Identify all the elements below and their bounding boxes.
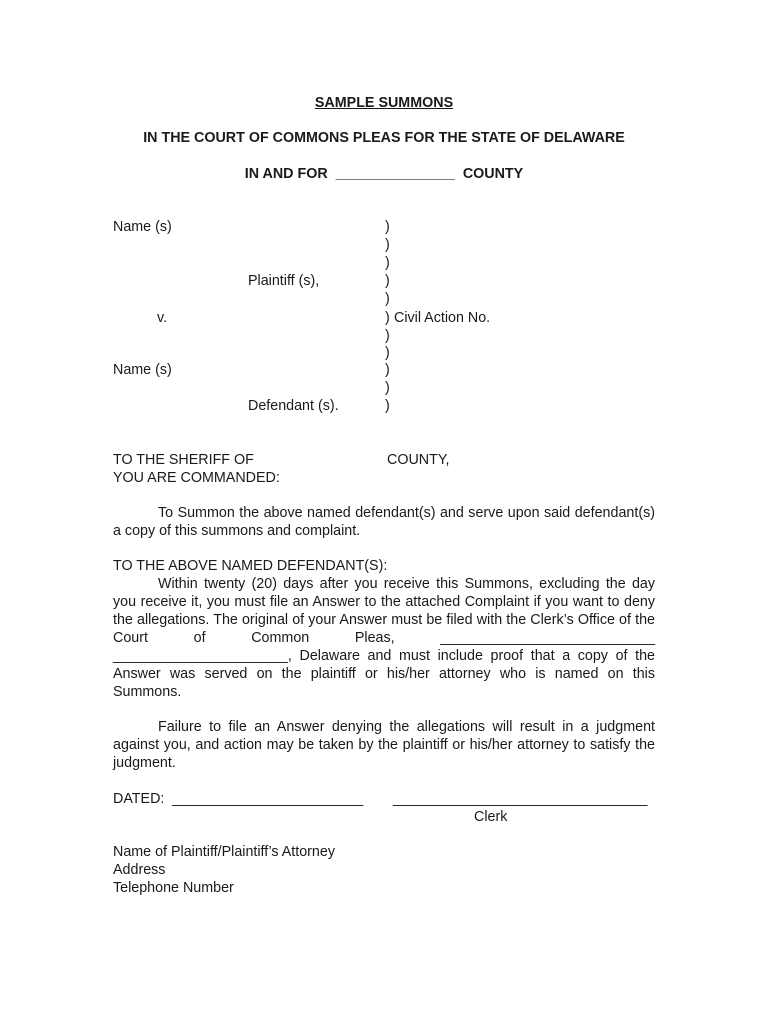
versus-label: v. bbox=[157, 310, 168, 326]
clerk-signature-line: ________________________________ bbox=[393, 791, 648, 807]
caption-paren: ) bbox=[385, 273, 390, 289]
caption-paren: ) bbox=[385, 237, 390, 253]
caption-paren: ) bbox=[385, 345, 390, 361]
answer-paragraph-continued: ______________________, Delaware and must include proof that a copy of the Answer was served on the plaintiff or his/her attorney who is named on this Summons. bbox=[113, 648, 655, 700]
court-heading: IN THE COURT OF COMMONS PLEAS FOR THE STATE OF DELAWARE bbox=[143, 130, 625, 146]
plaintiff-name-label: Name (s) bbox=[113, 219, 172, 235]
clerk-label: Clerk bbox=[474, 809, 508, 825]
commanded-label: YOU ARE COMMANDED: bbox=[113, 470, 280, 486]
caption-paren: ) bbox=[385, 380, 390, 396]
address-label: Address bbox=[113, 862, 166, 878]
caption-paren: ) bbox=[385, 328, 390, 344]
to-sheriff-label: TO THE SHERIFF OF bbox=[113, 452, 254, 468]
caption-paren: ) bbox=[385, 362, 390, 378]
telephone-label: Telephone Number bbox=[113, 880, 234, 896]
defendant-heading: TO THE ABOVE NAMED DEFENDANT(S): bbox=[113, 558, 388, 574]
caption-paren: ) bbox=[385, 255, 390, 271]
caption-paren: ) bbox=[385, 291, 390, 307]
caption-paren: ) bbox=[385, 219, 390, 235]
county-line: IN AND FOR _______________ COUNTY bbox=[244, 166, 524, 182]
answer-paragraph: Within twenty (20) days after you receive this Summons, excluding the day you receive it, you must file an Answer to the attached Complaint if you want to deny the allegations. The original of your Answer must be filed with the Clerk’s Office of the Court of Common Pleas, ___________________________ bbox=[113, 576, 655, 646]
caption-paren: ) bbox=[385, 398, 390, 414]
plaintiff-attorney-name: Name of Plaintiff/Plaintiff’s Attorney bbox=[113, 844, 335, 860]
plaintiff-label: Plaintiff (s), bbox=[248, 273, 320, 289]
dated-line: DATED: ________________________ bbox=[113, 791, 364, 807]
civil-action-label: Civil Action No. bbox=[394, 310, 491, 326]
defendant-name-label: Name (s) bbox=[113, 362, 172, 378]
failure-paragraph: Failure to file an Answer denying the allegations will result in a judgment against you, and action may be taken by the plaintiff or his/her attorney to satisfy the judgment. bbox=[113, 719, 655, 771]
summon-paragraph: To Summon the above named defendant(s) and serve upon said defendant(s) a copy of this summons and complaint. bbox=[113, 505, 655, 539]
caption-paren: ) bbox=[385, 310, 390, 326]
sheriff-county-label: COUNTY, bbox=[387, 452, 450, 468]
defendant-label: Defendant (s). bbox=[248, 398, 339, 414]
document-title: SAMPLE SUMMONS bbox=[314, 95, 454, 111]
